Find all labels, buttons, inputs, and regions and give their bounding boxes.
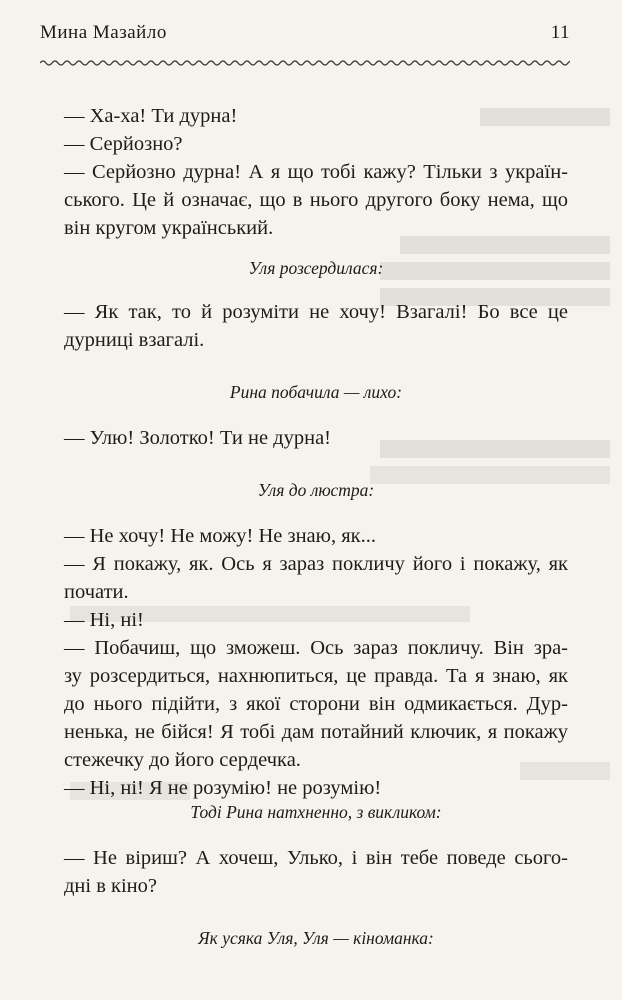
text-line: — Серйозно? bbox=[64, 133, 183, 155]
paragraph-block-5 bbox=[64, 844, 568, 900]
text-line: — Я покажу, як. Ось я зараз покличу його і покажу, як bbox=[64, 553, 568, 575]
text-line: — Ні, ні! Я не розумію! не розумію! bbox=[64, 777, 382, 799]
text-line: стежечку до його сердечка. bbox=[64, 749, 301, 771]
text-line: ненька, не бійся! Я тобі дам потайний ключик, я покажу bbox=[64, 721, 568, 743]
text-line: — Ха-ха! Ти дурна! bbox=[64, 105, 238, 127]
wavy-rule bbox=[40, 56, 570, 70]
paragraph-block-3 bbox=[64, 424, 568, 452]
running-title: Мина Мазайло bbox=[40, 22, 167, 43]
text-line: почати. bbox=[64, 581, 129, 603]
text-line: — Серйозно дурна! А я що тобі кажу? Тільки з україн- bbox=[64, 161, 568, 183]
stage-direction: Тоді Рина натхненно, з викликом: bbox=[190, 802, 442, 822]
text-line: дурниці взагалі. bbox=[64, 329, 205, 351]
text-line: — Побачиш, що зможеш. Ось зараз покличу. Він зра- bbox=[64, 637, 568, 659]
text-line: — Як так, то й розуміти не хочу! Взагалі! Бо все це bbox=[64, 301, 568, 323]
stage-direction: Уля до люстра: bbox=[257, 480, 375, 500]
paragraph-block-4 bbox=[64, 522, 568, 802]
paragraph-block-1 bbox=[64, 102, 568, 242]
text-line: він кругом український. bbox=[64, 217, 274, 239]
stage-direction: Рина побачила — лихо: bbox=[229, 382, 403, 402]
paragraph-block-2 bbox=[64, 298, 568, 354]
text-line: — Не хочу! Не можу! Не знаю, як... bbox=[64, 525, 376, 547]
stage-direction: Як усяка Уля, Уля — кіноманка: bbox=[198, 928, 434, 948]
text-line: до нього підійти, з якої сторони він одмикається. Дур- bbox=[64, 693, 568, 715]
page-number: 11 bbox=[550, 22, 570, 43]
stage-direction: Уля розсердилася: bbox=[248, 258, 384, 278]
text-line: дні в кіно? bbox=[64, 875, 158, 897]
running-header bbox=[40, 22, 570, 44]
text-line: — Улю! Золотко! Ти не дурна! bbox=[64, 427, 331, 449]
text-line: — Ні, ні! bbox=[64, 609, 144, 631]
text-line: зу розсердиться, нахнюпиться, це правда. Та я знаю, як bbox=[64, 665, 568, 687]
text-line: — Не віриш? А хочеш, Улько, і він тебе поведе сього- bbox=[64, 847, 568, 869]
text-line: ського. Це й означає, що в нього другого боку нема, що bbox=[64, 189, 568, 211]
